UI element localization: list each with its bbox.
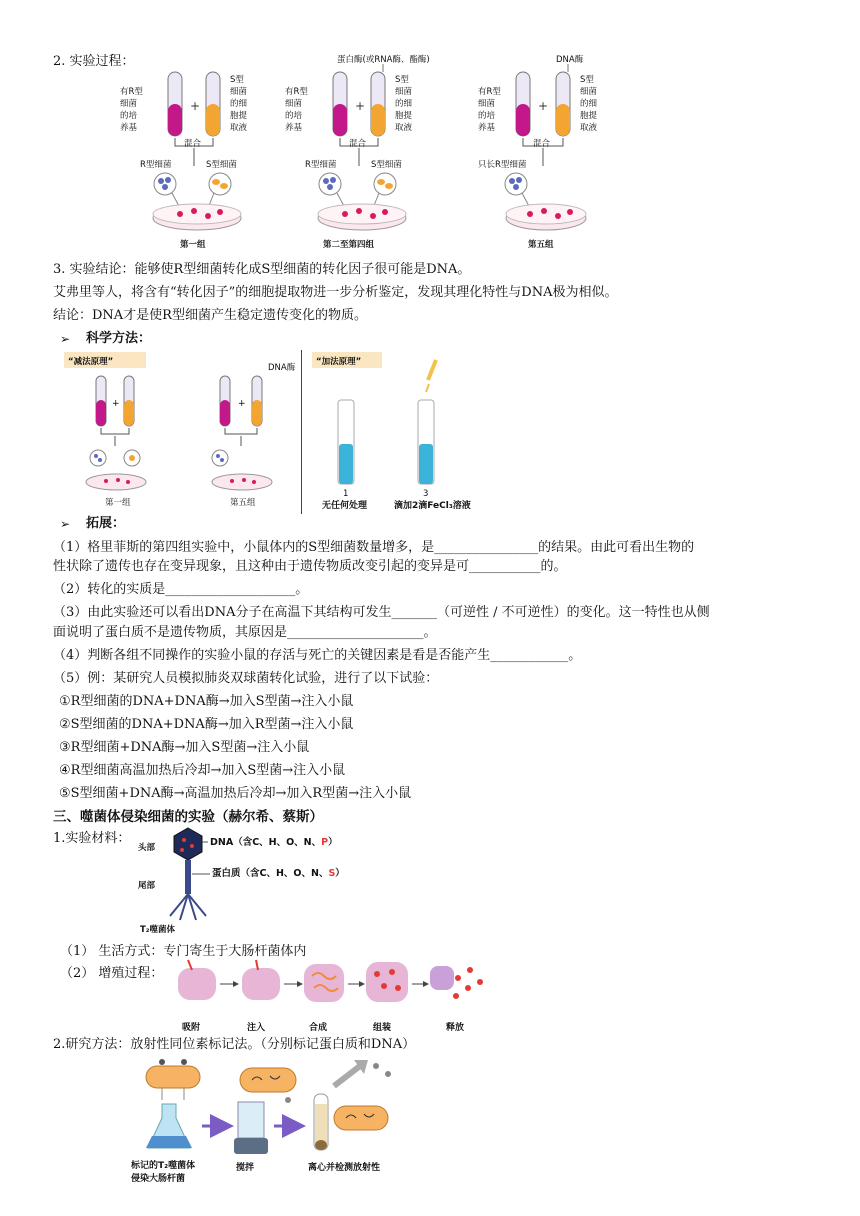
proliferation-label: （2） 增殖过程： bbox=[60, 966, 164, 981]
right-tube-label1: S型 bbox=[230, 75, 244, 85]
material-label: 1.实验材料： bbox=[53, 831, 131, 846]
figure-group1 bbox=[120, 68, 290, 256]
t2-phage-label: T₂噬菌体 bbox=[140, 925, 176, 934]
left-tube-label4: 养基 bbox=[285, 123, 303, 133]
r-bacteria-label: R型细菌 bbox=[140, 160, 172, 170]
right-tube-label5: 取液 bbox=[580, 123, 598, 133]
left-tube-label1: 有R型 bbox=[285, 87, 308, 97]
group1-caption: 第一组 bbox=[180, 240, 206, 250]
arrow-bullet-icon: ➢ bbox=[60, 517, 71, 531]
q5: （5）例：某研究人员模拟肺炎双球菌转化试验，进行了以下试验： bbox=[53, 671, 439, 686]
only-r-label: 只长R型细菌 bbox=[478, 160, 527, 170]
trial-item-3: ③R型细菌+DNA酶→加入S型菌→注入小鼠 bbox=[59, 740, 310, 755]
step-a-line1: 标记的T₂噬菌体 bbox=[131, 1161, 196, 1171]
extension-heading: 拓展： bbox=[86, 516, 126, 531]
figure-add-principle bbox=[308, 350, 508, 516]
enzyme-right-label: DNA酶 bbox=[556, 55, 584, 65]
left-tube-label2: 细菌 bbox=[285, 99, 303, 109]
right-tube-label2: 细菌 bbox=[580, 87, 598, 97]
svg-text:+: + bbox=[190, 99, 201, 113]
right-tube-label2: 细菌 bbox=[230, 87, 248, 97]
right-tube-label3: 的细 bbox=[395, 99, 413, 109]
right-tube-label1: S型 bbox=[580, 75, 594, 85]
method-divider bbox=[301, 350, 302, 514]
tube1-number: 1 bbox=[343, 489, 349, 499]
group2-4-caption: 第二至第四组 bbox=[323, 240, 375, 250]
q1-line1: （1）格里菲斯的第四组实验中，小鼠体内的S型细菌数量增多，是________________的结果。由此可看出生物的 bbox=[53, 540, 695, 555]
right-tube-label4: 胞提 bbox=[230, 111, 248, 121]
q2: （2）转化的实质是____________________。 bbox=[53, 582, 309, 597]
stage-release: 释放 bbox=[446, 1023, 465, 1033]
svg-text:+: + bbox=[538, 99, 549, 113]
enzyme-mid-label: 蛋白酶(或RNA酶、酯酶) bbox=[337, 55, 430, 65]
s-bacteria-label: S型细菌 bbox=[371, 160, 402, 170]
mix-label: 混合 bbox=[533, 139, 551, 149]
conclusion-3: 3. 实验结论：能够使R型细菌转化成S型细菌的转化因子很可能是DNA。 bbox=[53, 262, 471, 277]
left-tube-label3: 的培 bbox=[285, 111, 303, 121]
dna-composition: DNA（含C、H、O、N、P） bbox=[210, 837, 338, 848]
step2-label: 2. 实验过程： bbox=[53, 54, 135, 69]
trial-item-4: ④R型细菌高温加热后冷却→加入S型菌→注入小鼠 bbox=[59, 763, 346, 778]
right-tube-label3: 的细 bbox=[230, 99, 248, 109]
left-tube-label4: 养基 bbox=[120, 123, 138, 133]
method-heading: 科学方法： bbox=[86, 331, 152, 346]
figure-labeling-method bbox=[128, 1056, 408, 1160]
research-method: 2.研究方法：放射性同位素标记法。（分别标记蛋白质和DNA） bbox=[53, 1037, 416, 1052]
add-label: “加法原理” bbox=[316, 357, 362, 367]
figure-group2-4 bbox=[285, 52, 465, 256]
tube3-number: 3 bbox=[423, 489, 429, 499]
method-group5-caption: 第五组 bbox=[230, 498, 256, 508]
s-bacteria-label: S型细菌 bbox=[206, 160, 237, 170]
figure-group5 bbox=[476, 52, 626, 256]
arrow-bullet-icon: ➢ bbox=[60, 332, 71, 346]
trial-item-5: ⑤S型细菌+DNA酶→高温加热后冷却→加入R型菌→注入小鼠 bbox=[59, 786, 412, 801]
left-tube-label1: 有R型 bbox=[478, 87, 501, 97]
figure-subtract-principle bbox=[60, 350, 300, 516]
svg-text:+: + bbox=[112, 399, 120, 409]
left-tube-label3: 的培 bbox=[478, 111, 496, 121]
r-bacteria-label: R型细菌 bbox=[305, 160, 337, 170]
protein-composition: 蛋白质（含C、H、O、N、S） bbox=[212, 868, 345, 879]
avery-text: 艾弗里等人，将含有“转化因子”的细胞提取物进一步分析鉴定，发现其理化特性与DNA极为相似。 bbox=[53, 285, 618, 300]
trial-item-1: ①R型细菌的DNA+DNA酶→加入S型菌→注入小鼠 bbox=[59, 694, 354, 709]
q1-line2: 性状除了遗传也存在变异现象，且这种由于遗传物质改变引起的变异是可___________的。 bbox=[53, 559, 567, 574]
tail-label: 尾部 bbox=[138, 881, 156, 891]
step-b: 搅拌 bbox=[236, 1163, 255, 1173]
stage-adsorption: 吸附 bbox=[182, 1023, 201, 1033]
step-c: 离心并检测放射性 bbox=[308, 1163, 381, 1173]
svg-text:+: + bbox=[238, 399, 246, 409]
right-tube-label1: S型 bbox=[395, 75, 409, 85]
step-a-line2: 侵染大肠杆菌 bbox=[131, 1174, 186, 1184]
q3-line1: （3）由此实验还可以看出DNA分子在高温下其结构可发生_______（可逆性 / 不可逆性）的变化。这一特性也从侧 bbox=[53, 605, 710, 620]
method-group1-caption: 第一组 bbox=[105, 498, 131, 508]
left-tube-label2: 细菌 bbox=[478, 99, 496, 109]
subtract-label: “减法原理” bbox=[68, 357, 114, 367]
life-mode: （1） 生活方式：专门寄生于大肠杆菌体内 bbox=[60, 944, 307, 959]
stage-assembly: 组装 bbox=[373, 1023, 392, 1033]
tube3-caption: 滴加2滴FeCl₃溶液 bbox=[394, 501, 471, 511]
phage-heading: 三、噬菌体侵染细菌的实验（赫尔希、蔡斯） bbox=[53, 809, 323, 825]
svg-text:+: + bbox=[355, 99, 366, 113]
right-tube-label4: 胞提 bbox=[395, 111, 413, 121]
right-tube-label2: 细菌 bbox=[395, 87, 413, 97]
group5-caption: 第五组 bbox=[528, 240, 554, 250]
q4: （4）判断各组不同操作的实验小鼠的存活与死亡的关键因素是看是否能产生____________。 bbox=[53, 648, 582, 663]
tube1-caption: 无任何处理 bbox=[322, 501, 368, 511]
left-tube-label3: 的培 bbox=[120, 111, 138, 121]
figure-proliferation bbox=[172, 958, 492, 1006]
stage-injection: 注入 bbox=[247, 1023, 266, 1033]
stage-synthesis: 合成 bbox=[309, 1023, 328, 1033]
right-tube-label4: 胞提 bbox=[580, 111, 598, 121]
right-tube-label3: 的细 bbox=[580, 99, 598, 109]
trial-item-2: ②S型细菌的DNA+DNA酶→加入R型菌→注入小鼠 bbox=[59, 717, 354, 732]
mix-label: 混合 bbox=[349, 139, 367, 149]
left-tube-label2: 细菌 bbox=[120, 99, 138, 109]
dna-enzyme-label: DNA酶 bbox=[268, 363, 296, 373]
final-conclusion: 结论：DNA才是使R型细菌产生稳定遗传变化的物质。 bbox=[53, 308, 367, 323]
mix-label: 混合 bbox=[184, 139, 202, 149]
left-tube-label4: 养基 bbox=[478, 123, 496, 133]
right-tube-label5: 取液 bbox=[395, 123, 413, 133]
head-label: 头部 bbox=[138, 843, 156, 853]
right-tube-label5: 取液 bbox=[230, 123, 248, 133]
q3-line2: 面说明了蛋白质不是遗传物质，其原因是_____________________。 bbox=[53, 625, 437, 640]
left-tube-label1: 有R型 bbox=[120, 87, 143, 97]
